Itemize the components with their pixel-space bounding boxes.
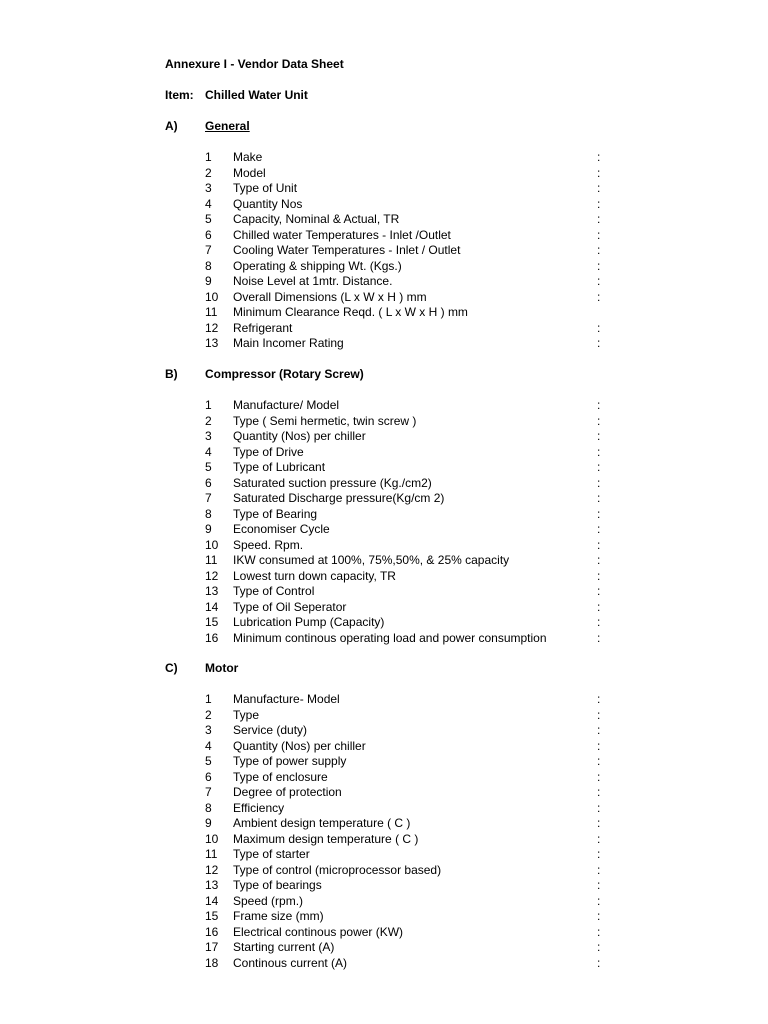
colon-separator: : <box>597 181 601 195</box>
list-item <box>205 894 605 910</box>
item-number: 4 <box>205 444 212 459</box>
colon-separator: : <box>597 227 601 242</box>
section-b-heading <box>165 367 364 383</box>
item-number: 8 <box>205 258 212 273</box>
item-label: Type <box>233 707 260 722</box>
list-item <box>205 305 605 321</box>
item-label: Service (duty) <box>233 723 308 737</box>
item-label: Saturated Discharge pressure(Kg/cm 2) <box>233 491 445 505</box>
item-label: Type of Unit <box>233 181 298 195</box>
list-item <box>205 909 605 925</box>
list-item <box>205 429 605 445</box>
colon-separator: : <box>597 584 601 598</box>
item-label: Overall Dimensions (L x W x H ) mm <box>233 289 427 304</box>
item-label: Speed. Rpm. <box>233 537 304 552</box>
item-label: Maximum design temperature ( C ) <box>233 831 419 846</box>
item-number: 12 <box>205 862 219 877</box>
item-label: Model <box>233 165 266 180</box>
item-number: 4 <box>205 196 212 211</box>
section-title: Compressor (Rotary Screw) <box>205 367 364 381</box>
colon-separator: : <box>597 429 601 443</box>
item-label: Type of Oil Seperator <box>233 599 347 614</box>
item-label: IKW consumed at 100%, 75%,50%, & 25% capacity <box>233 553 510 567</box>
item-number: 7 <box>205 785 212 799</box>
list-item <box>205 708 605 724</box>
colon-separator: : <box>597 243 601 257</box>
list-item <box>205 940 605 956</box>
colon-separator: : <box>597 320 601 335</box>
item-value: Chilled Water Unit <box>205 88 308 102</box>
item-label: Minimum Clearance Reqd. ( L x W x H ) mm <box>233 305 468 319</box>
section-c-rows <box>205 692 605 971</box>
colon-separator: : <box>597 460 601 474</box>
item-label: Noise Level at 1mtr. Distance. <box>233 274 393 288</box>
section-letter: A) <box>165 119 178 133</box>
item-number: 10 <box>205 537 219 552</box>
item-label: Minimum continous operating load and power consumption <box>233 630 547 645</box>
item-label: Quantity Nos <box>233 196 303 211</box>
list-item <box>205 522 605 538</box>
item-number: 13 <box>205 584 219 598</box>
list-item <box>205 460 605 476</box>
list-item <box>205 398 605 414</box>
item-number: 14 <box>205 893 219 908</box>
list-item <box>205 553 605 569</box>
colon-separator: : <box>597 909 601 923</box>
list-item <box>205 925 605 941</box>
list-item <box>205 166 605 182</box>
colon-separator: : <box>597 599 601 614</box>
list-item <box>205 723 605 739</box>
colon-separator: : <box>597 475 601 490</box>
item-number: 16 <box>205 924 219 939</box>
item-number: 2 <box>205 707 212 722</box>
list-item <box>205 414 605 430</box>
colon-separator: : <box>597 568 601 583</box>
list-item <box>205 863 605 879</box>
section-letter: B) <box>165 367 178 381</box>
colon-separator: : <box>597 831 601 846</box>
colon-separator: : <box>597 212 601 226</box>
list-item <box>205 507 605 523</box>
colon-separator: : <box>597 723 601 737</box>
item-number: 8 <box>205 800 212 815</box>
colon-separator: : <box>597 506 601 521</box>
colon-separator: : <box>597 769 601 784</box>
item-number: 1 <box>205 398 212 412</box>
colon-separator: : <box>597 878 601 892</box>
item-number: 7 <box>205 491 212 505</box>
colon-separator: : <box>597 940 601 954</box>
item-label: Quantity (Nos) per chiller <box>233 429 366 443</box>
colon-separator: : <box>597 630 601 645</box>
item-number: 10 <box>205 831 219 846</box>
item-label: Quantity (Nos) per chiller <box>233 738 366 753</box>
item-number: 3 <box>205 723 212 737</box>
colon-separator: : <box>597 893 601 908</box>
list-item <box>205 290 605 306</box>
item-label: Type of Lubricant <box>233 460 326 474</box>
colon-separator: : <box>597 692 601 706</box>
list-item <box>205 692 605 708</box>
list-item <box>205 770 605 786</box>
colon-separator: : <box>597 707 601 722</box>
item-label: Starting current (A) <box>233 940 335 954</box>
list-item <box>205 569 605 585</box>
item-label: Type of enclosure <box>233 769 328 784</box>
colon-separator: : <box>597 150 601 164</box>
item-number: 1 <box>205 692 212 706</box>
item-number: 2 <box>205 413 212 428</box>
colon-separator: : <box>597 336 601 350</box>
item-label: Economiser Cycle <box>233 522 330 536</box>
colon-separator: : <box>597 274 601 288</box>
list-item <box>205 754 605 770</box>
item-label: Saturated suction pressure (Kg./cm2) <box>233 475 432 490</box>
item-label: Type of control (microprocessor based) <box>233 862 442 877</box>
colon-separator: : <box>597 738 601 753</box>
item-number: 13 <box>205 336 219 350</box>
list-item <box>205 259 605 275</box>
list-item <box>205 584 605 600</box>
list-item <box>205 321 605 337</box>
section-title: Motor <box>205 661 239 675</box>
item-number: 15 <box>205 909 219 923</box>
list-item <box>205 181 605 197</box>
item-label: Type of Control <box>233 584 315 598</box>
section-b-rows <box>205 398 605 646</box>
list-item <box>205 445 605 461</box>
item-number: 4 <box>205 738 212 753</box>
item-number: 3 <box>205 429 212 443</box>
list-item <box>205 150 605 166</box>
item-number: 5 <box>205 212 212 226</box>
item-label: Capacity, Nominal & Actual, TR <box>233 212 400 226</box>
colon-separator: : <box>597 553 601 567</box>
item-number: 18 <box>205 955 219 970</box>
colon-separator: : <box>597 196 601 211</box>
colon-separator: : <box>597 785 601 799</box>
item-number: 9 <box>205 522 212 536</box>
item-label: Speed (rpm.) <box>233 893 304 908</box>
item-label: Degree of protection <box>233 785 342 799</box>
colon-separator: : <box>597 955 601 970</box>
list-item <box>205 228 605 244</box>
colon-separator: : <box>597 816 601 830</box>
item-number: 11 <box>205 305 218 319</box>
item-label: Lowest turn down capacity, TR <box>233 568 396 583</box>
list-item <box>205 878 605 894</box>
item-label: Manufacture/ Model <box>233 398 340 412</box>
list-item <box>205 476 605 492</box>
colon-separator: : <box>597 491 601 505</box>
list-item <box>205 600 605 616</box>
colon-separator: : <box>597 924 601 939</box>
item-number: 6 <box>205 227 212 242</box>
item-number: 12 <box>205 320 219 335</box>
item-label: Type of Bearing <box>233 506 318 521</box>
colon-separator: : <box>597 289 601 304</box>
item-label: Chilled water Temperatures - Inlet /Outlet <box>233 227 451 242</box>
item-number: 13 <box>205 878 219 892</box>
item-label: Refrigerant <box>233 320 293 335</box>
item-label: Type of starter <box>233 847 310 861</box>
list-item <box>205 832 605 848</box>
item-label: Main Incomer Rating <box>233 336 344 350</box>
colon-separator: : <box>597 522 601 536</box>
item-number: 6 <box>205 475 212 490</box>
item-number: 16 <box>205 630 219 645</box>
item-label: Lubrication Pump (Capacity) <box>233 615 385 629</box>
colon-separator: : <box>597 847 601 861</box>
item-label: Efficiency <box>233 800 285 815</box>
item-number: 9 <box>205 274 212 288</box>
list-item <box>205 739 605 755</box>
list-item <box>205 212 605 228</box>
item-label: Type of Drive <box>233 444 304 459</box>
document-title: Annexure I - Vendor Data Sheet <box>165 57 344 71</box>
item-label: Item: <box>165 88 194 102</box>
item-label: Continous current (A) <box>233 955 348 970</box>
list-item <box>205 816 605 832</box>
section-a-heading <box>165 119 250 135</box>
item-number: 8 <box>205 506 212 521</box>
section-letter: C) <box>165 661 178 675</box>
item-label: Type of bearings <box>233 878 322 892</box>
list-item <box>205 274 605 290</box>
item-number: 14 <box>205 599 219 614</box>
colon-separator: : <box>597 398 601 412</box>
item-number: 12 <box>205 568 219 583</box>
list-item <box>205 197 605 213</box>
item-label: Frame size (mm) <box>233 909 324 923</box>
item-label: Cooling Water Temperatures - Inlet / Outlet <box>233 243 461 257</box>
list-item <box>205 336 605 352</box>
item-label: Manufacture- Model <box>233 692 340 706</box>
list-item <box>205 847 605 863</box>
colon-separator: : <box>597 444 601 459</box>
section-a-rows <box>205 150 605 352</box>
section-title: General <box>205 119 250 133</box>
list-item <box>205 785 605 801</box>
list-item <box>205 243 605 259</box>
list-item <box>205 491 605 507</box>
item-number: 17 <box>205 940 219 954</box>
list-item <box>205 801 605 817</box>
item-label: Type of power supply <box>233 754 347 768</box>
item-label: Type ( Semi hermetic, twin screw ) <box>233 413 417 428</box>
colon-separator: : <box>597 800 601 815</box>
item-number: 1 <box>205 150 212 164</box>
colon-separator: : <box>597 862 601 877</box>
colon-separator: : <box>597 537 601 552</box>
item-number: 2 <box>205 165 212 180</box>
colon-separator: : <box>597 165 601 180</box>
item-number: 11 <box>205 847 218 861</box>
item-number: 7 <box>205 243 212 257</box>
colon-separator: : <box>597 615 601 629</box>
colon-separator: : <box>597 258 601 273</box>
item-number: 11 <box>205 553 218 567</box>
item-number: 15 <box>205 615 219 629</box>
item-number: 5 <box>205 460 212 474</box>
item-label: Make <box>233 150 263 164</box>
item-label: Electrical continous power (KW) <box>233 924 404 939</box>
colon-separator: : <box>597 754 601 768</box>
list-item <box>205 538 605 554</box>
item-number: 9 <box>205 816 212 830</box>
list-item <box>205 615 605 631</box>
colon-separator: : <box>597 413 601 428</box>
item-label: Ambient design temperature ( C ) <box>233 816 411 830</box>
item-number: 6 <box>205 769 212 784</box>
item-label: Operating & shipping Wt. (Kgs.) <box>233 258 402 273</box>
item-line <box>165 88 308 104</box>
list-item <box>205 956 605 972</box>
list-item <box>205 631 605 647</box>
item-number: 5 <box>205 754 212 768</box>
item-number: 3 <box>205 181 212 195</box>
section-c-heading <box>165 661 238 677</box>
item-number: 10 <box>205 289 219 304</box>
